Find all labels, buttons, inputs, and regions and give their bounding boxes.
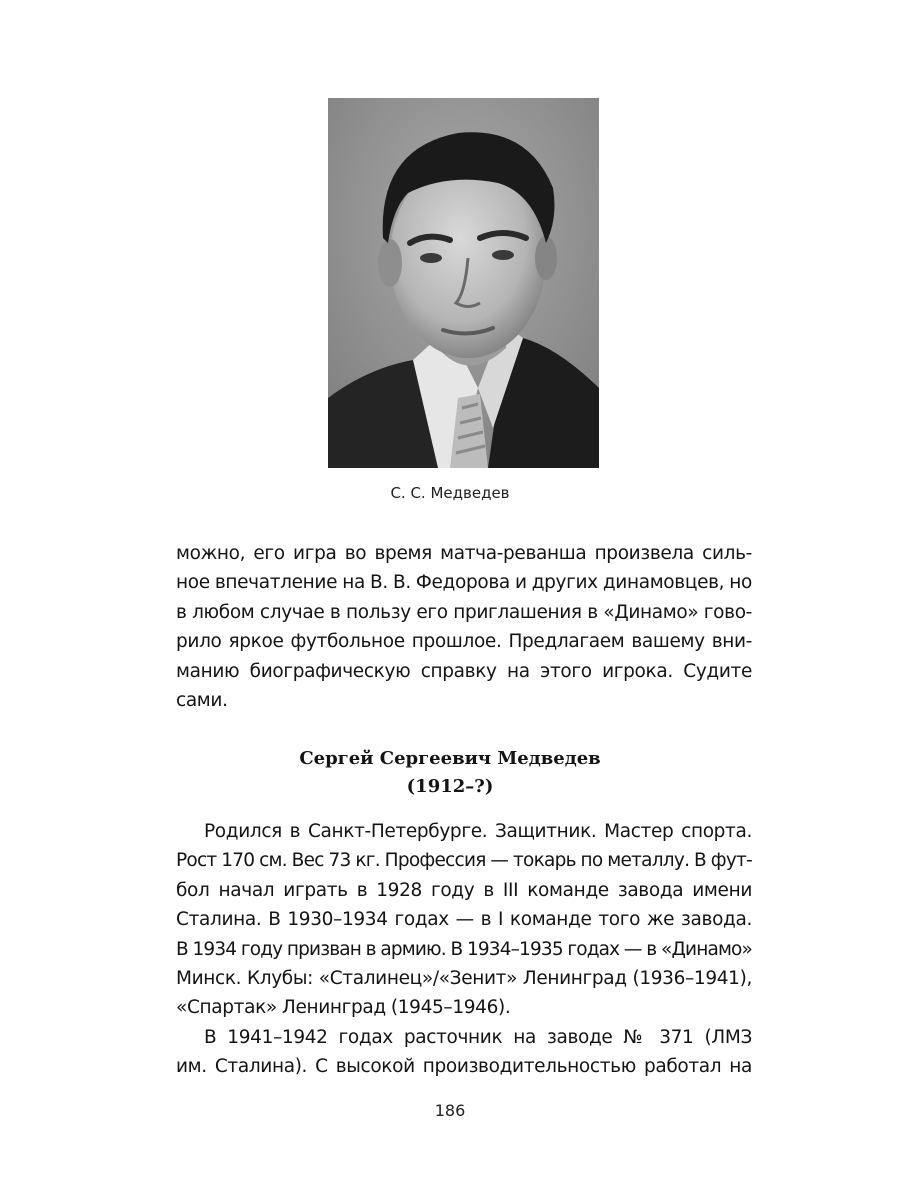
text-line: «Спартак» Ленинград (1945–1946). (176, 997, 511, 1019)
portrait-photo (328, 98, 599, 468)
intro-paragraph (176, 539, 752, 715)
text-line: бол начал играть в 1928 году в III команде завода имени (176, 879, 752, 901)
text-line: манию биографическую справку на этого игрока. Судите (176, 660, 752, 682)
text-line: В 1941–1942 годах расточник на заводе № 371 (ЛМЗ (204, 1027, 752, 1048)
text-line: рило яркое футбольное прошлое. Предлагаем вашему вни- (176, 631, 752, 653)
text-line: Минск. Клубы: «Сталинец»/«Зенит» Ленинград (1936–1941), (176, 967, 752, 989)
page-number: 186 (434, 1101, 466, 1120)
bio-paragraph-2 (176, 1023, 752, 1082)
bio-heading-years: (1912–?) (406, 776, 494, 797)
bio-heading-name: Сергей Сергеевич Медведев (299, 748, 601, 769)
photo-caption: С. С. Медведев (390, 484, 510, 502)
text-line: В 1934 году призван в армию. В 1934–1935 годах — в «Динамо» (176, 938, 752, 960)
text-line: им. Сталина). С высокой производительностью работал на (176, 1056, 752, 1078)
text-line: можно, его игра во время матча-реванша произвела силь- (176, 543, 752, 564)
text-line: Рост 170 см. Вес 73 кг. Профессия — токарь по металлу. В фут- (176, 850, 752, 872)
text-line: ное впечатление на В. В. Федорова и других динамовцев, но (176, 572, 752, 594)
bio-paragraph-1 (176, 817, 752, 1023)
portrait-drawing (328, 98, 599, 468)
text-line: Родился в Санкт-Петербурге. Защитник. Мастер спорта. (204, 821, 752, 842)
text-line: в любом случае в пользу его приглашения в «Динамо» гово- (176, 601, 752, 623)
text-line: Сталина. В 1930–1934 годах — в I команде того же завода. (176, 909, 752, 931)
text-line: сами. (176, 689, 228, 711)
